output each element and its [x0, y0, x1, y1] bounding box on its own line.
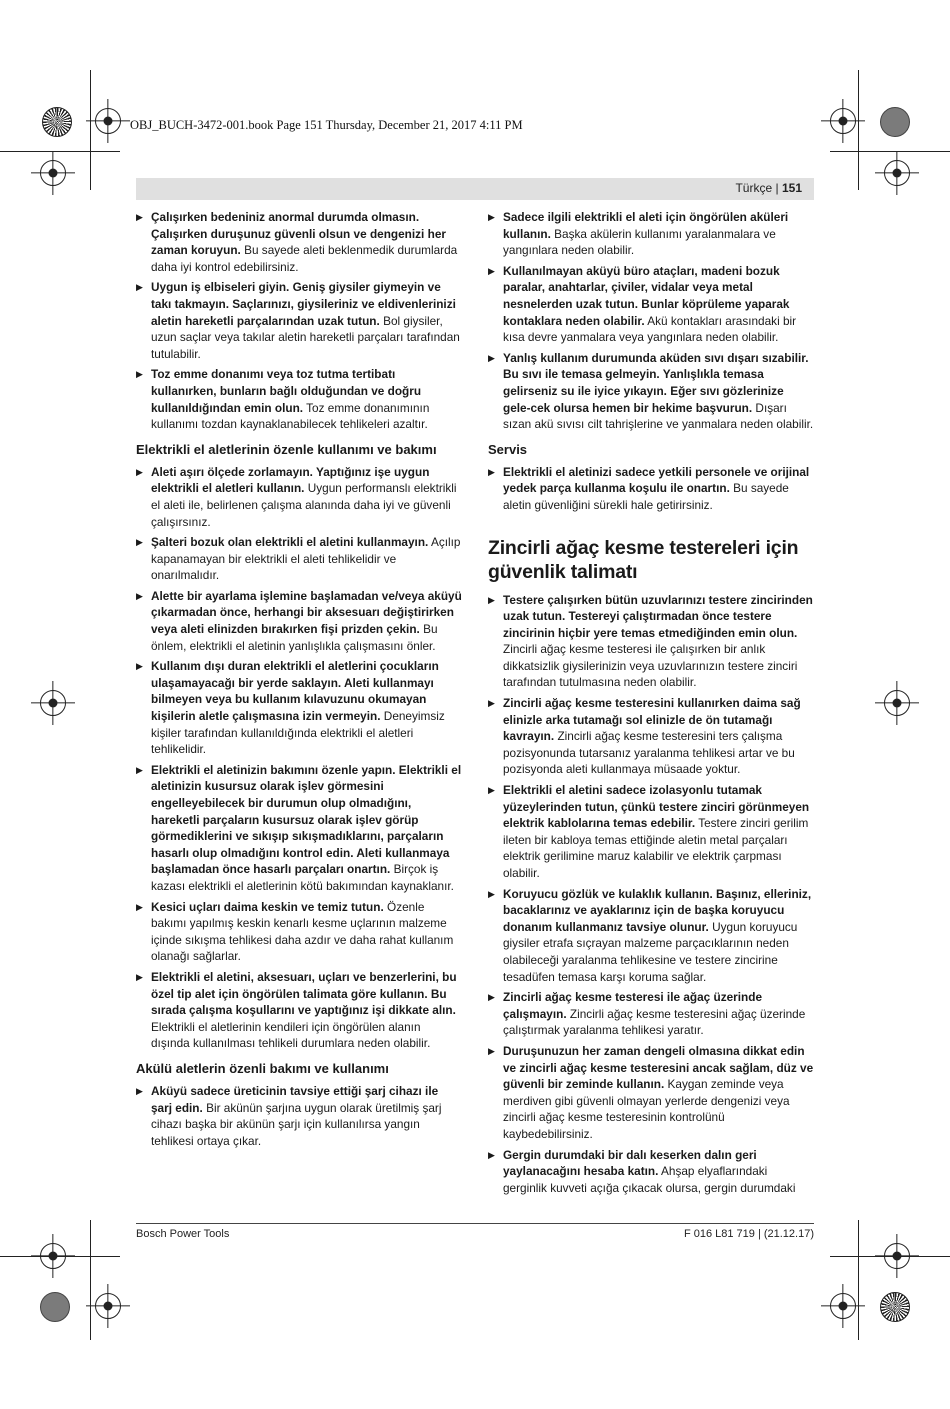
item-bold-text: Zincirli ağaç kesme testeresi ile ağaç üzerinde çalışmayın.: [503, 990, 763, 1021]
bullet-triangle-icon: ▶: [488, 785, 495, 796]
bullet-triangle-icon: ▶: [488, 352, 495, 363]
footer-doc-code: F 016 L81 719 | (21.12.17): [683, 1228, 814, 1240]
item-text: Özenle bakımı yapılmış keskin kenarlı kesme uçlarının malzeme içinde sıkışma tehlikesi daha azdır ve daha rahat kullanım olanağı sağlarlar.: [151, 899, 454, 964]
registration-gray-disc-icon: [40, 1292, 70, 1322]
registration-crosshair-icon: [884, 690, 910, 716]
list-item: [488, 263, 814, 346]
item-bold-text: Duruşunuzun her zaman dengeli olmasına dikkat edin ve zincirli ağaç kesme testeresini ancak sağlam, düz ve güvenli bir zeminde kullanın.: [503, 1043, 814, 1092]
item-bold-text: Kullanım dışı duran elektrikli el aletlerini çocukların ulaşamayacağı bir yerde saklayın. Aleti kullanmayı bilmeyen veya bu kullanım kılavuzunu okumayan kişilerin aletle çalışmasına izin vermeyin.: [151, 659, 439, 724]
item-bold-text: Gergin durumdaki bir dalı keserken dalın geri yaylanacağını hesaba katın.: [503, 1147, 757, 1179]
header-band: [136, 178, 814, 200]
bullet-triangle-icon: ▶: [488, 1045, 495, 1056]
item-text: Bu sayede aletin güvenliğini sürekli hale getirirsiniz.: [503, 481, 789, 512]
list-item: [488, 1043, 814, 1143]
item-bold-text: Yanlış kullanım durumunda aküden sıvı dışarı sızabilir. Bu sıvı ile temasa gelmeyin. Yanlışlıkla temasa gelirseniz su ile iyice yıkayın. Eğer sıvı gözlerinize gele-cek olursa hemen bir hekime başvurun.: [503, 350, 809, 415]
section-heading-servis: Servis: [488, 441, 528, 457]
registration-crosshair-icon: [830, 108, 856, 134]
footer-rule: [136, 1223, 814, 1224]
item-text: Kaygan zeminde veya merdiven gibi güvenli olmayan yerlerde dengenizi veya zincirli ağaç kesme testeresinin kontrolünü kaybedebilirsiniz.: [503, 1077, 790, 1141]
list-item: [136, 534, 462, 584]
bullet-triangle-icon: ▶: [136, 590, 143, 601]
item-text: Uygun performanslı elektrikli el aleti ile, belirlenen çalışma alanında daha iyi ve güvenli çalışırsınız.: [151, 481, 457, 529]
item-text: Deneyimsiz kişiler tarafından kullanıldığında elektrikli el aletleri tehlikelidir.: [151, 709, 445, 757]
registration-gray-disc-icon: [880, 107, 910, 137]
crop-line: [90, 70, 91, 190]
item-text: Zincirli ağaç kesme testeresi ile çalışırken bir anlık dikkatsizlik giysilerinizin veya uzuvlarınızın testere zinciri tarafından tutulmasına neden olabilir.: [503, 642, 798, 690]
item-text: Elektrikli el aletlerinin kendileri için öngörülen alanın dışında kullanılması tehlikeli durumlara neden olabilir.: [151, 1019, 431, 1051]
footer-brand: Bosch Power Tools: [136, 1228, 230, 1240]
crop-line: [858, 70, 859, 190]
item-bold-text: Elektrikli el aletini, aksesuarı, uçları ve benzerlerini, bu özel tip alet için öngörülen talimata göre kullanın. Bu sırada çalışma koşullarını ve yaptığınız işi dikkate alın.: [151, 969, 457, 1018]
item-text: Bir akünün şarjına uygun olarak üretilmiş şarj cihazı başka bir akünün şarjı için kullanılırsa yangın tehlikesi ortaya çıkar.: [151, 1100, 442, 1148]
list-item: [136, 209, 462, 275]
registration-crosshair-icon: [884, 160, 910, 186]
bullet-triangle-icon: ▶: [136, 1085, 143, 1096]
crop-line: [0, 151, 120, 152]
right-items-top: [488, 209, 814, 433]
list-item: [136, 464, 462, 530]
bullet-triangle-icon: ▶: [136, 764, 143, 775]
bullet-triangle-icon: ▶: [488, 1149, 495, 1160]
list-item: [488, 886, 814, 986]
item-bold-text: Uygun iş elbiseleri giyin. Geniş giysiler giymeyin ve takı takmayın. Saçlarınızı, giysileriniz ve eldivenlerinizi aletin hareketli parçalarından uzak tutun.: [151, 280, 456, 328]
right-items-servis: [488, 464, 814, 514]
item-bold-text: Elektrikli el aletini sadece izolasyonlu tutamak yüzeylerinden tutun, çünkü testere zinciri görünmeyen elektrik kablolarına temas edebilir.: [503, 783, 810, 831]
item-text: Açılıp kapanamayan bir elektrikli el aleti tehlikelidir ve onarılmalıdır.: [151, 535, 461, 583]
bullet-triangle-icon: ▶: [136, 537, 143, 548]
list-item: [136, 969, 462, 1052]
bullet-triangle-icon: ▶: [488, 265, 495, 276]
header-language: Türkçe: [735, 181, 773, 195]
bullet-triangle-icon: ▶: [488, 212, 495, 222]
item-text: Dışarı sızan akü sıvısı cilt tahrişlerine ve yanmalara neden olabilir.: [503, 400, 814, 432]
section-heading: Akülü aletlerin özenli bakımı ve kullanımı: [136, 1060, 389, 1076]
right-column: [488, 209, 814, 1200]
bullet-triangle-icon: ▶: [488, 594, 495, 605]
item-text: Bu önlem, elektrikli el aletinin yanlışlıkla çalışmasını önler.: [151, 622, 438, 653]
list-item: [136, 899, 462, 965]
registration-crosshair-icon: [95, 1293, 121, 1319]
page-number: 151: [781, 181, 802, 195]
page-header: [735, 181, 802, 195]
list-item: [488, 782, 814, 882]
item-text: Akü kontakları arasındaki bir kısa devre yanmalara veya yangınlara neden olabilir.: [503, 313, 797, 345]
item-bold-text: Çalışırken bedeniniz anormal durumda olmasın. Çalışırken duruşunuz güvenli olsun ve dengenizi her zaman koruyun.: [151, 210, 446, 258]
item-text: Bu sayede aleti beklenmedik durumlarda daha iyi kontrol edebilirsiniz.: [151, 243, 458, 274]
item-text: Toz emme donanımının kullanımı tozdan kaynaklanabilecek tehlikeleri azaltır.: [151, 400, 430, 432]
item-bold-text: Aleti aşırı ölçede zorlamayın. Yaptığınız işe uygun elektrikli el aletleri kullanın.: [151, 464, 430, 496]
crop-line: [858, 1220, 859, 1340]
list-item: [488, 350, 814, 433]
item-bold-text: Testere çalışırken bütün uzuvlarınızı testere zincirinden uzak tutun. Testereyi çalıştırmadan önce testere zincirinin hiçbir yere temas etmediğinden emin olun.: [503, 592, 813, 640]
item-bold-text: Kullanılmayan aküyü büro ataçları, madeni bozuk paralar, anahtarlar, çiviler, vidalar veya metal nesnelerden uzak tutun. Bunlar köprüleme yaparak kontaklara neden olabilir.: [503, 263, 790, 328]
list-item: [136, 658, 462, 758]
bullet-triangle-icon: ▶: [488, 466, 495, 477]
bullet-triangle-icon: ▶: [136, 466, 143, 477]
item-bold-text: Zincirli ağaç kesme testeresini kullanırken daima sağ elinizle arka tutamağı sol elinizle de ön tutamağı kavrayın.: [503, 696, 801, 744]
item-bold-text: Koruyucu gözlük ve kulaklık kullanın. Başınız, elleriniz, bacaklarınız ve ayaklarınız için de başka koruyucu donanım kullanmanız tavsiye olunur.: [503, 886, 812, 934]
bullet-triangle-icon: ▶: [136, 971, 143, 982]
item-text: Zincirli ağaç kesme testeresini ters çalışma pozisyonunda tutarsanız yaralanma tehlikesi artar ve bu pozisyonda aleti kullanmaya müsaade yoktur.: [503, 729, 795, 777]
left-items-bottom: [136, 1083, 462, 1149]
section-heading: Elektrikli el aletlerinin özenle kullanımı ve bakımı: [136, 441, 437, 457]
bullet-triangle-icon: ▶: [136, 901, 143, 912]
item-bold-text: Sadece ilgili elektrikli el aleti için öngörülen aküleri kullanın.: [503, 210, 789, 241]
registration-crosshair-icon: [830, 1293, 856, 1319]
registration-crosshair-icon: [40, 1243, 66, 1269]
list-item: [136, 366, 462, 432]
list-item: [488, 989, 814, 1039]
registration-crosshair-icon: [95, 108, 121, 134]
list-item: [488, 695, 814, 778]
bullet-triangle-icon: ▶: [136, 282, 143, 293]
list-item: [136, 279, 462, 362]
item-text: Zincirli ağaç kesme testeresini ağaç üzerinde çalıştırmak yaralanma tehlikesi yaratır.: [503, 1006, 806, 1038]
bullet-triangle-icon: ▶: [136, 212, 143, 222]
registration-crosshair-icon: [40, 160, 66, 186]
bullet-triangle-icon: ▶: [136, 661, 143, 672]
left-items-top: [136, 209, 462, 433]
item-text: Testere zinciri gerilim ileten bir kabloya temas ettiğinde aletin metal parçaları elektrik gerilimine maruz kalabilir ve elektrik çarpması olabilir.: [503, 816, 809, 880]
item-bold-text: Elektrikli el aletinizin bakımını özenle yapın. Elektrikli el aletinizin kusursuz olarak işlev görmesini engelleyebilecek bir durumun olup olmadığını, hareketli parçaların kusursuz olarak işlev görüp görmediklerini ve sıkışıp sıkışmadıklarını, parçaların hasarlı olup olmadığını kontrol edin. Aleti kullanmaya başlamadan önce hasarlı parçaları onartın.: [151, 762, 462, 877]
list-item: [488, 464, 814, 514]
left-column: [136, 209, 462, 1153]
registration-sunburst-icon: [880, 1292, 910, 1322]
item-text: Uygun koruyucu giysiler etrafa sıçrayan malzeme parçacıklarının neden olabileceği yaralanma tehlikesine ve testere zincirine tesadüfen temasa karşı koruma sağlar.: [503, 919, 798, 984]
crop-line: [90, 1220, 91, 1340]
file-info: OBJ_BUCH-3472-001.book Page 151 Thursday, December 21, 2017 4:11 PM: [130, 118, 523, 132]
item-bold-text: Aküyü sadece üreticinin tavsiye ettiği şarj cihazı ile şarj edin.: [151, 1083, 439, 1115]
item-bold-text: Şalteri bozuk olan elektrikli el aletini kullanmayın.: [151, 535, 429, 550]
item-text: Başka akülerin kullanımı yaralanmalara ve yangınlara neden olabilir.: [503, 226, 776, 258]
bullet-triangle-icon: ▶: [136, 369, 143, 380]
item-text: Bol giysiler, uzun saçlar veya takılar aletin hareketli parçaları tarafından tutulabilir.: [151, 313, 460, 361]
registration-crosshair-icon: [884, 1243, 910, 1269]
header-separator: |: [775, 181, 779, 195]
item-bold-text: Toz emme donanımı veya toz tutma tertibatı kullanırken, bunların bağlı olduğundan ve doğru kullanıldığından emin olun.: [151, 367, 422, 415]
list-item: [136, 762, 462, 895]
registration-sunburst-icon: [42, 107, 72, 137]
crop-line: [830, 151, 950, 152]
item-bold-text: Kesici uçları daima keskin ve temiz tutun.: [151, 899, 384, 914]
list-item: [488, 1147, 814, 1197]
list-item: [136, 1083, 462, 1149]
item-bold-text: Alette bir ayarlama işlemine başlamadan ve/veya aküyü çıkarmadan önce, herhangi bir aksesuarı değiştirirken veya aleti elinizden bırakırken fişi prizden çekin.: [151, 588, 462, 637]
item-bold-text: Elektrikli el aletinizi sadece yetkili personele ve orijinal yedek parça kullanma koşulu ile onartın.: [503, 464, 810, 496]
bullet-triangle-icon: ▶: [488, 888, 495, 899]
list-item: [488, 209, 814, 259]
bullet-triangle-icon: ▶: [488, 992, 495, 1003]
list-item: [136, 588, 462, 654]
list-item: [488, 592, 814, 692]
chapter-heading: Zincirli ağaç kesme testereleri için güvenlik talimatı: [488, 536, 799, 583]
right-items-chain: [488, 592, 814, 1197]
bullet-triangle-icon: ▶: [488, 698, 495, 709]
registration-crosshair-icon: [40, 690, 66, 716]
left-items-mid: [136, 464, 462, 1052]
item-text: Ahşap elyaflarındaki gerginlik kuvveti açığa çıkacak olursa, gergin durumdaki: [503, 1164, 796, 1195]
item-text: Birçok iş kazası elektrikli el aletlerinin kötü bakımından kaynaklanır.: [151, 862, 454, 893]
